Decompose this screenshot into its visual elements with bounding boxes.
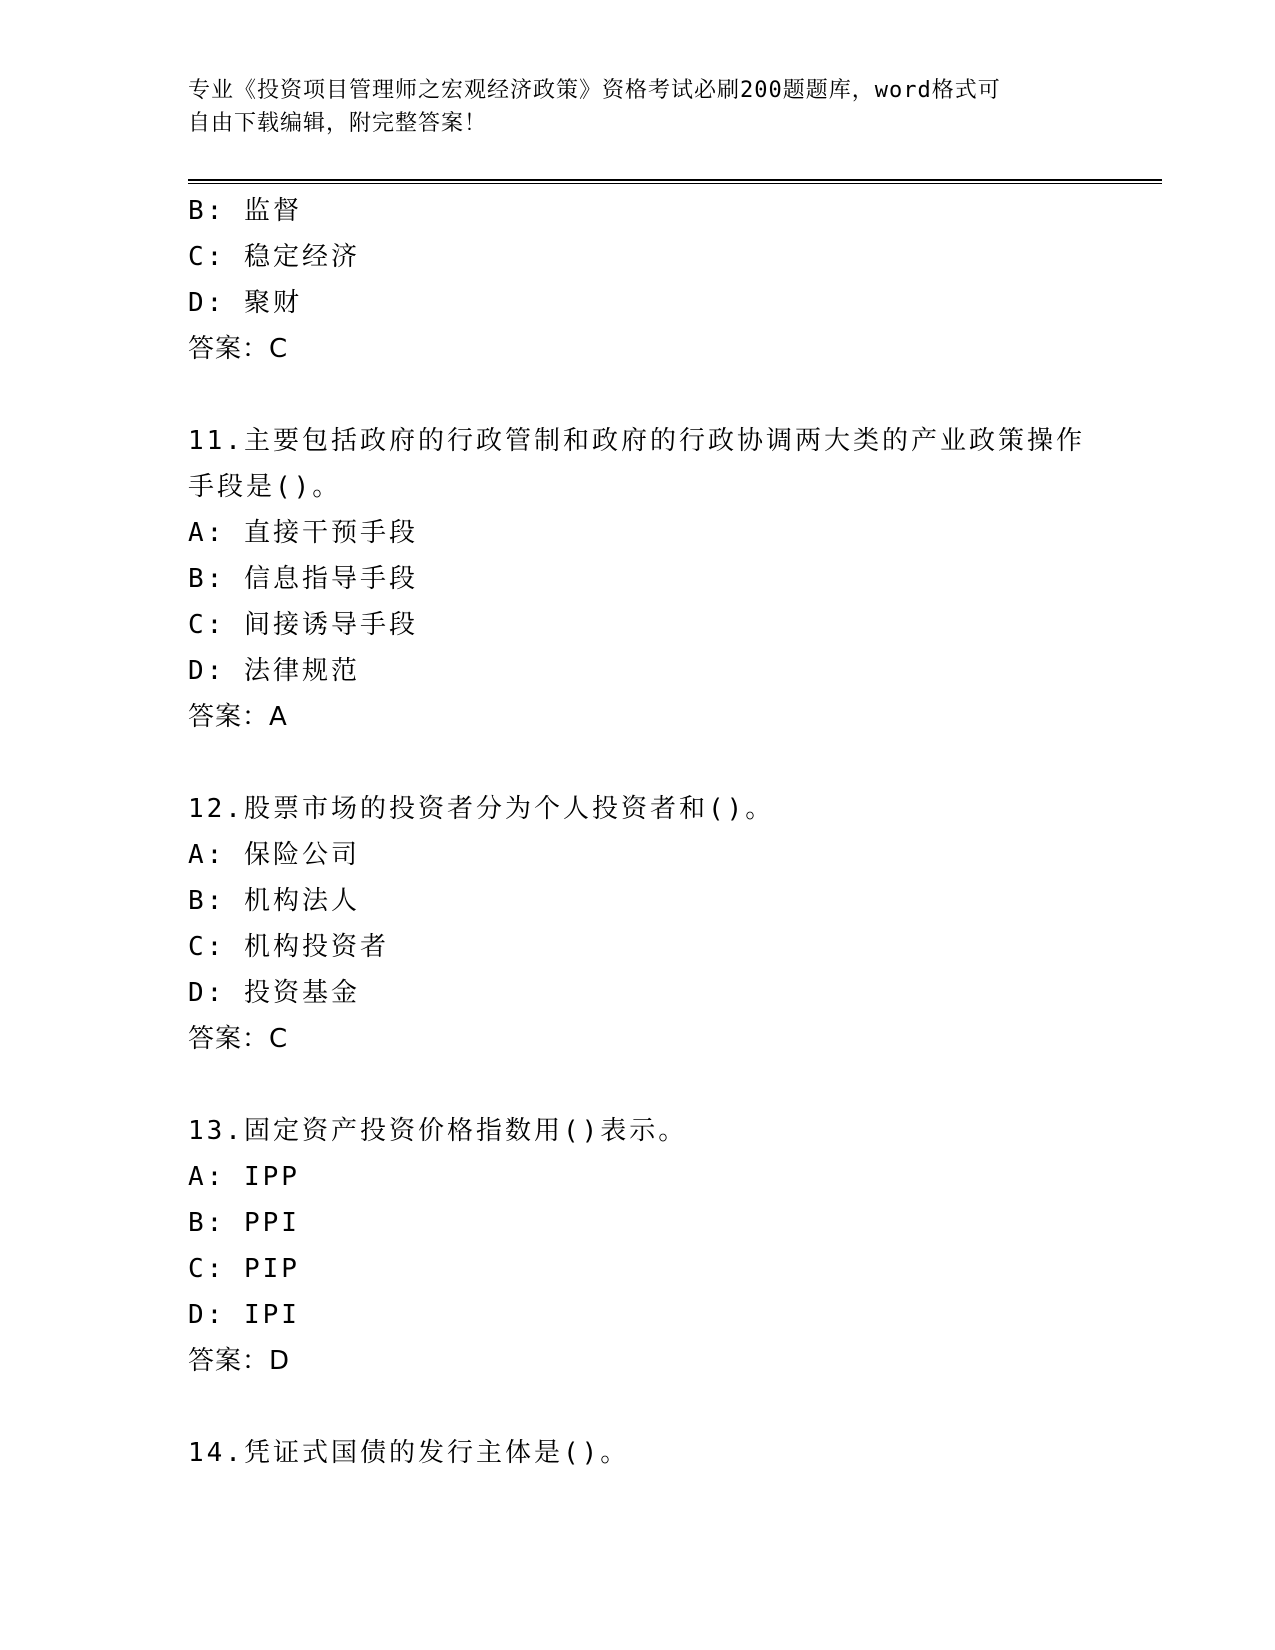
answer-line: 答案：C — [188, 1024, 289, 1054]
question-text: 13.固定资产投资价格指数用()表示。 — [188, 1116, 688, 1146]
answer-line: 答案：A — [188, 702, 288, 732]
option-d: D: 聚财 — [188, 288, 302, 318]
header-divider — [188, 179, 1162, 184]
answer-line: 答案：D — [188, 1346, 291, 1376]
question-block-13 — [188, 1108, 1088, 1384]
question-block-11 — [188, 418, 1088, 740]
question-list — [188, 188, 1088, 1476]
option-a: A: 保险公司 — [188, 840, 360, 870]
question-text: 手段是()。 — [188, 472, 342, 502]
question-block-14 — [188, 1430, 1088, 1476]
option-a: A: IPP — [188, 1162, 300, 1192]
option-c: C: 机构投资者 — [188, 932, 389, 962]
option-b: B: 机构法人 — [188, 886, 360, 916]
option-d: D: 法律规范 — [188, 656, 360, 686]
header-line-1: 专业《投资项目管理师之宏观经济政策》资格考试必刷200题题库，word格式可 — [188, 78, 1001, 103]
option-b: B: 信息指导手段 — [188, 564, 418, 594]
option-a: A: 直接干预手段 — [188, 518, 418, 548]
option-d: D: 投资基金 — [188, 978, 360, 1008]
answer-line: 答案：C — [188, 334, 289, 364]
option-c: C: 间接诱导手段 — [188, 610, 418, 640]
option-c: C: PIP — [188, 1254, 300, 1284]
header-line-2: 自由下载编辑，附完整答案！ — [188, 111, 488, 136]
document-header — [188, 74, 1088, 140]
question-text: 14.凭证式国债的发行主体是()。 — [188, 1438, 630, 1468]
question-text: 12.股票市场的投资者分为个人投资者和()。 — [188, 794, 775, 824]
question-block-10 — [188, 188, 1088, 372]
spacer — [188, 740, 1088, 786]
option-b: B: PPI — [188, 1208, 300, 1238]
spacer — [188, 372, 1088, 418]
option-c: C: 稳定经济 — [188, 242, 360, 272]
question-text: 11.主要包括政府的行政管制和政府的行政协调两大类的产业政策操作 — [188, 426, 1085, 456]
question-block-12 — [188, 786, 1088, 1062]
option-d: D: IPI — [188, 1300, 300, 1330]
option-b: B: 监督 — [188, 196, 302, 226]
spacer — [188, 1384, 1088, 1430]
spacer — [188, 1062, 1088, 1108]
